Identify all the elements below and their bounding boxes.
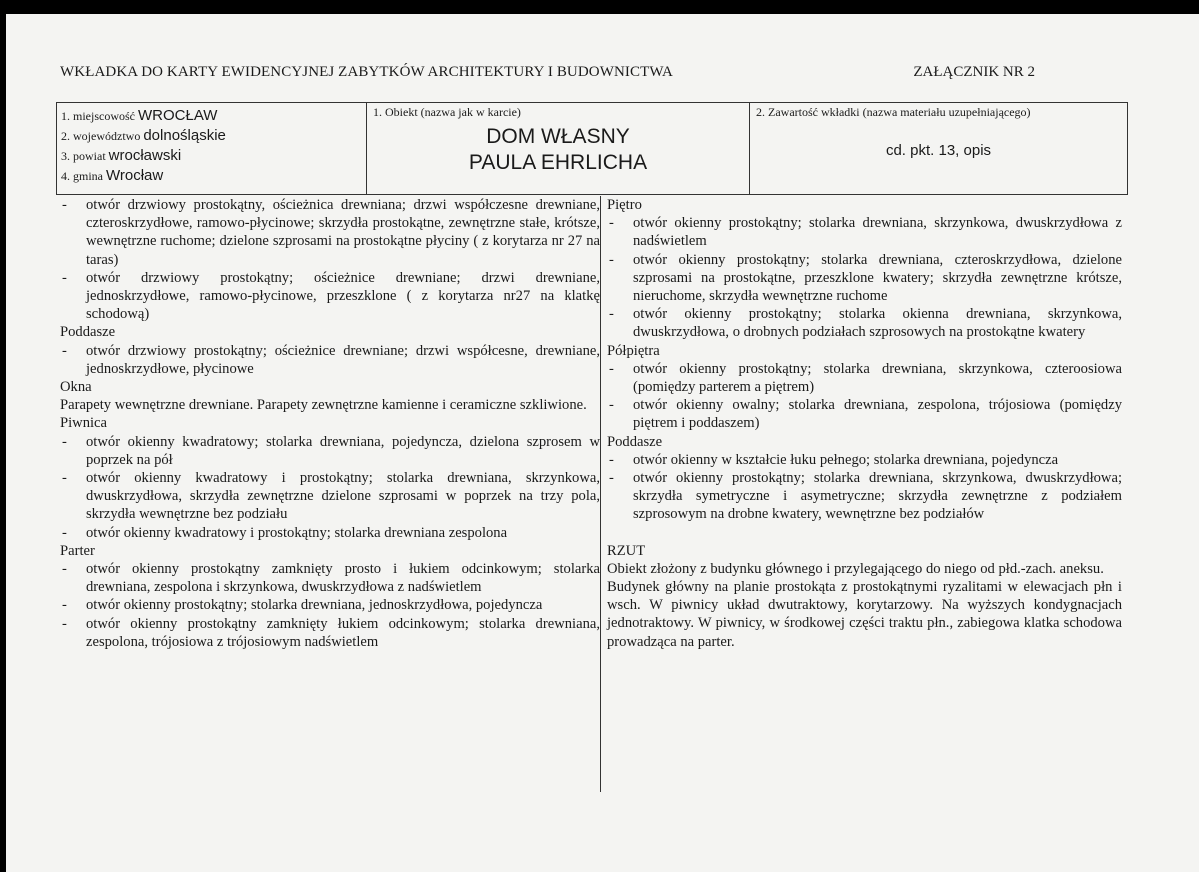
location-row xyxy=(61,126,362,146)
list-item xyxy=(607,469,1122,524)
location-label: 4. gmina xyxy=(61,169,103,183)
list-item xyxy=(60,615,600,651)
list-item xyxy=(60,469,600,524)
section-heading: Piwnica xyxy=(60,415,108,432)
location-value: Wrocław xyxy=(106,167,164,184)
annex-number: ZAŁĄCZNIK NR 2 xyxy=(913,64,1035,80)
object-name-line: PAULA EHRLICHA xyxy=(468,151,648,174)
list-item xyxy=(607,396,1122,432)
item-text: otwór okienny prostokątny; stolarka drewniana, skrzynkowa, dwuskrzydłowa; skrzydła symetryczne i asymetryczne; skrzydła zewnętrzne z podziałem szprosowym na drobne kwatery, wewnętrzne bez podziałów xyxy=(633,470,1122,523)
list-item xyxy=(607,214,1122,250)
paragraph: Budynek główny na planie prostokąta z prostokątnymi ryzalitami w elewacjach płn i wsch. W piwnicy układ dwutraktowy, korytarzowy. Na wyższych kondygnacjach jednotraktowy. W piwnicy, w środkowej części traktu płn., zabiegowa klatka schodowa prowadząca na parter. xyxy=(607,579,1122,650)
location-row xyxy=(61,146,362,166)
bullet-dash: - xyxy=(62,561,67,578)
contents-value: cd. pkt. 13, opis xyxy=(885,142,992,159)
bullet-dash: - xyxy=(609,397,614,414)
bullet-dash: - xyxy=(62,433,67,450)
bullet-dash: - xyxy=(62,470,67,487)
section-heading: Poddasze xyxy=(607,433,663,450)
bullet-dash: - xyxy=(609,470,614,487)
bullet-dash: - xyxy=(62,342,67,359)
location-label: 1. miejscowość xyxy=(61,109,135,123)
list-item xyxy=(60,196,600,269)
location-row xyxy=(61,106,362,126)
list-item xyxy=(607,451,1122,469)
item-text: otwór okienny prostokątny zamknięty prosto i łukiem odcinkowym; stolarka drewniana, zespolona i skrzynkowa, dwuskrzydłowa z nadświetlem xyxy=(86,561,600,596)
bullet-dash: - xyxy=(609,215,614,232)
list-item xyxy=(60,433,600,469)
list-item xyxy=(607,360,1122,396)
item-text: otwór okienny prostokątny; stolarka drewniana, czteroskrzydłowa, dzielone szprosami na prostokątne, przeszklone kwatery; skrzydła zewnętrzne krótsze, nieruchome, skrzydła wewnętrzne ruchome xyxy=(633,251,1122,305)
item-text: otwór okienny prostokątny; stolarka drewniana, skrzynkowa, dwuskrzydłowa z nadświetlem xyxy=(633,215,1122,250)
location-cell xyxy=(57,103,367,194)
list-item xyxy=(60,269,600,324)
object-name-line: DOM WŁASNY xyxy=(486,125,630,148)
bullet-dash: - xyxy=(609,306,614,323)
item-text: otwór okienny prostokątny; stolarka drewniana, skrzynkowa, czteroosiowa (pomiędzy parterem a piętrem) xyxy=(633,360,1122,396)
section-heading: Poddasze xyxy=(60,324,116,341)
bullet-dash: - xyxy=(609,360,614,377)
item-text: otwór okienny prostokątny; stolarka drewniana, jednoskrzydłowa, pojedyncza xyxy=(86,597,543,614)
object-cell xyxy=(367,103,750,194)
identification-table xyxy=(56,102,1128,195)
contents-label: 2. Zawartość wkładki (nazwa materiału uzupełniającego) xyxy=(756,105,1031,119)
right-column xyxy=(600,196,1122,792)
item-text: otwór drzwiowy prostokątny; ościeżnice drewniane; drzwi drewniane, jednoskrzydłowe, ramowo-płycinowe, przeszklone ( z korytarza nr27 na klatkę schodową) xyxy=(86,269,600,323)
section-heading: Okna xyxy=(60,379,92,396)
section-heading: Parter xyxy=(60,542,95,559)
section-heading: RZUT xyxy=(607,542,646,559)
list-item xyxy=(60,596,600,614)
section-heading: Półpiętra xyxy=(607,342,660,359)
list-item xyxy=(607,305,1122,341)
location-label: 2. województwo xyxy=(61,129,141,143)
location-row xyxy=(61,166,362,186)
item-text: otwór okienny prostokątny; stolarka okienna drewniana, skrzynkowa, dwuskrzydłowa, o drobnych podziałach szprosowych na prostokątne kwatery xyxy=(633,306,1122,341)
bullet-dash: - xyxy=(62,524,67,541)
item-text: otwór okienny w kształcie łuku pełnego; stolarka drewniana, pojedyncza xyxy=(633,451,1059,468)
item-text: otwór drzwiowy prostokątny, ościeżnica drewniana; drzwi współczesne drewniane, czteroskrzydłowe, ramowo-płycinowe; skrzydła prostokątne, zewnętrzne stałe, krótsze, wewnętrzne ruchome; dzielone szprosami na prostokątne płyciny ( z korytarza nr 27 na taras) xyxy=(86,197,600,268)
paragraph: Obiekt złożony z budynku głównego i przylegającego do niego od płd.-zach. aneksu. xyxy=(607,560,1104,577)
item-text: otwór okienny kwadratowy i prostokątny; stolarka drewniana zespolona xyxy=(86,524,508,541)
list-item xyxy=(60,560,600,596)
left-column xyxy=(60,196,600,796)
location-value: WROCŁAW xyxy=(138,107,218,124)
item-text: otwór okienny prostokątny zamknięty łukiem odcinkowym; stolarka drewniana, zespolona, trójosiowa z trójosiowym nadświetlem xyxy=(86,615,600,650)
bullet-dash: - xyxy=(609,251,614,268)
bullet-dash: - xyxy=(62,197,67,213)
item-text: otwór drzwiowy prostokątny; ościeżnice drewniane; drzwi współcesne, drewniane, jednoskrzydłowe, płycinowe xyxy=(86,342,600,377)
spacer xyxy=(607,524,1122,542)
list-item xyxy=(60,524,600,542)
list-item xyxy=(607,251,1122,306)
document-title: WKŁADKA DO KARTY EWIDENCYJNEJ ZABYTKÓW ARCHITEKTURY I BUDOWNICTWA xyxy=(60,64,673,80)
paragraph: Parapety wewnętrzne drewniane. Parapety zewnętrzne kamienne i ceramiczne szkliwione. xyxy=(60,397,587,414)
object-name xyxy=(373,124,743,176)
section-heading: Piętro xyxy=(607,197,642,213)
bullet-dash: - xyxy=(609,451,614,468)
contents-cell xyxy=(750,103,1127,194)
bullet-dash: - xyxy=(62,597,67,614)
item-text: otwór okienny kwadratowy i prostokątny; stolarka drewniana, skrzynkowa, dwuskrzydłowa, skrzydła zewnętrzne dzielone szprosami w poprzek na trzy pola, skrzydła wewnętrzne bez podziału xyxy=(86,470,600,523)
bullet-dash: - xyxy=(62,269,67,286)
bullet-dash: - xyxy=(62,615,67,632)
object-label: 1. Obiekt (nazwa jak w karcie) xyxy=(373,105,521,119)
location-label: 3. powiat xyxy=(61,149,106,163)
location-value: wrocławski xyxy=(108,147,182,164)
item-text: otwór okienny kwadratowy; stolarka drewniana, pojedyncza, dzielona szprosem w poprzek na pół xyxy=(86,433,600,468)
location-value: dolnośląskie xyxy=(143,127,226,144)
item-text: otwór okienny owalny; stolarka drewniana, zespolona, trójosiowa (pomiędzy piętrem i poddaszem) xyxy=(633,397,1122,432)
list-item xyxy=(60,342,600,378)
